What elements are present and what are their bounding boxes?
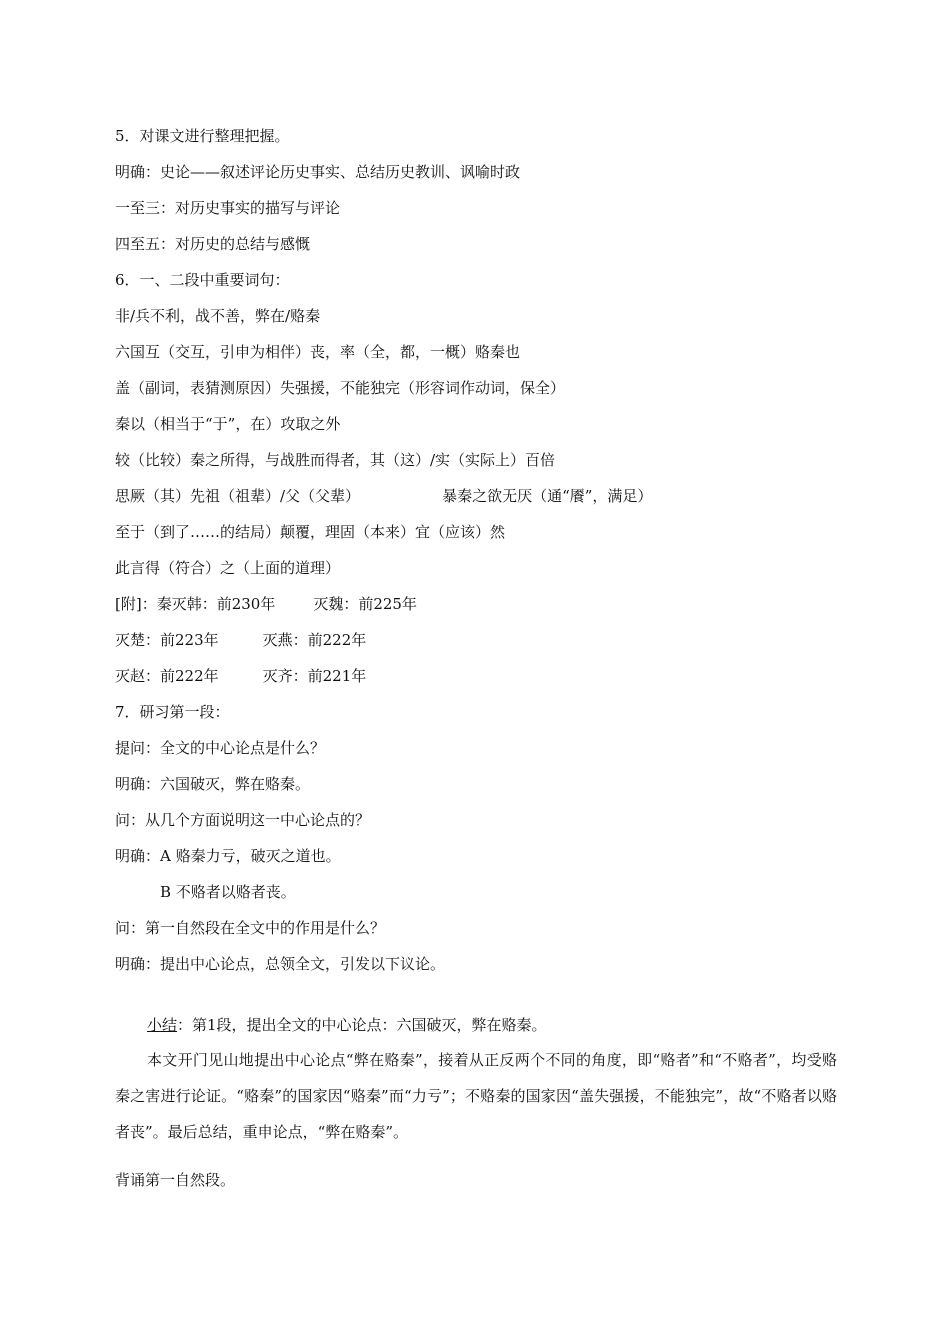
text-segment: 灭楚：前223年 — [115, 631, 219, 649]
answer-line: 明确：六国破灭，弊在赂秦。 — [115, 775, 311, 793]
answer-line: 明确：提出中心论点，总领全文，引发以下议论。 — [115, 955, 446, 973]
text-segment: [附]：秦灭韩：前230年 — [115, 595, 276, 613]
question-line: 问：第一自然段在全文中的作用是什么？ — [115, 919, 386, 937]
summary-text: ：第1段，提出全文的中心论点：六国破灭，弊在赂秦。 — [177, 1016, 547, 1034]
timeline-line — [115, 630, 366, 650]
text-line: 六国互（交互，引申为相伴）丧，率（全，都，一概）赂秦也 — [115, 343, 521, 361]
text-line: 一至三：对历史事实的描写与评论 — [115, 199, 341, 217]
summary-line — [147, 1015, 547, 1035]
question-line: 问：从几个方面说明这一中心论点的？ — [115, 811, 371, 829]
text-segment: 思厥（其）先祖（祖辈）/父（父辈） — [115, 487, 361, 505]
summary-paragraph: 本文开门见山地提出中心论点“弊在赂秦”，接着从正反两个不同的角度，即“赂者”和“不赂者”，均受赂秦之害进行论证。“赂秦”的国家因“赂秦”而“力亏”；不赂秦的国家因“盖失强援，不能独完”，故“不赂者以赂者丧”。最后总结，重申论点，“弊在赂秦”。 — [115, 1051, 837, 1141]
text-line: 盖（副词，表猜测原因）失强援，不能独完（形容词作动词，保全） — [115, 379, 566, 397]
item-5-heading: 5．对课文进行整理把握。 — [115, 127, 290, 145]
text-segment: 灭赵：前222年 — [115, 667, 219, 685]
text-segment: 灭魏：前225年 — [313, 595, 417, 613]
item-7-heading: 7．研习第一段： — [115, 703, 230, 721]
timeline-line — [115, 594, 417, 614]
text-line: 较（比较）秦之所得，与战胜而得者，其（这）/实（实际上）百倍 — [115, 451, 556, 469]
item-6-heading: 6．一、二段中重要词句： — [115, 271, 290, 289]
text-line: 至于（到了……的结局）颠覆，理固（本来）宜（应该）然 — [115, 523, 506, 541]
question-line: 提问：全文的中心论点是什么？ — [115, 739, 326, 757]
answer-line: 明确：A 赂秦力亏，破灭之道也。 — [115, 847, 341, 865]
text-line — [115, 486, 652, 506]
text-line: 四至五：对历史的总结与感慨 — [115, 235, 311, 253]
summary-label: 小结 — [147, 1016, 178, 1034]
text-segment: 灭齐：前221年 — [262, 667, 367, 685]
answer-line: B 不赂者以赂者丧。 — [160, 883, 296, 901]
timeline-line — [115, 666, 366, 686]
text-segment: 灭燕：前222年 — [262, 631, 367, 649]
text-line: 背诵第一自然段。 — [115, 1171, 236, 1189]
text-line: 非/兵不利，战不善，弊在/赂秦 — [115, 307, 321, 325]
text-line: 秦以（相当于“于”，在）攻取之外 — [115, 415, 341, 433]
text-segment: 暴秦之欲无厌（通“餍”，满足） — [442, 487, 653, 505]
text-line: 此言得（符合）之（上面的道理） — [115, 559, 341, 577]
text-line: 明确：史论——叙述评论历史事实、总结历史教训、讽喻时政 — [115, 163, 521, 181]
